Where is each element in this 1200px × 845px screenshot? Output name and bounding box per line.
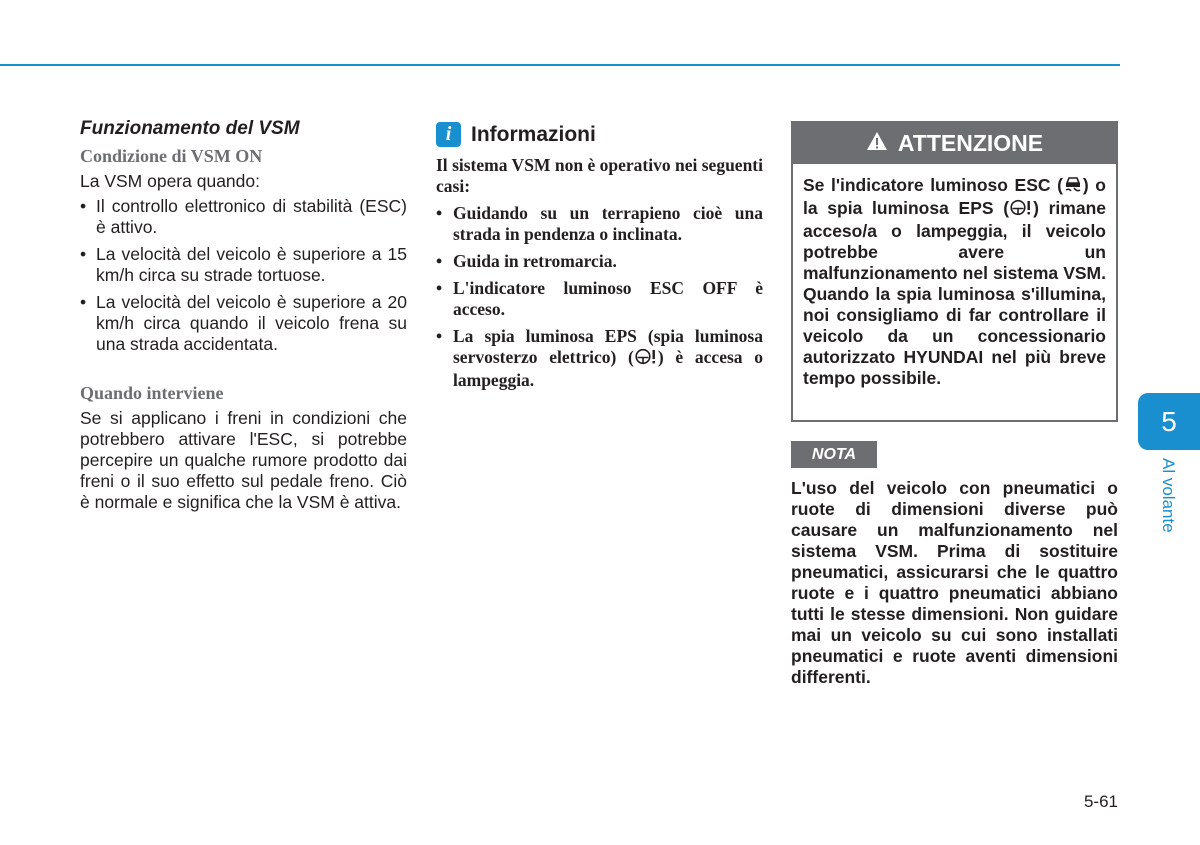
info-list [436,203,763,391]
warning-box [791,121,1118,422]
eps-steering-warning-icon [634,348,658,370]
list-item: • L'indicatore luminoso ESC OFF è acceso. [436,278,763,320]
column-vsm-operation [80,118,407,513]
info-intro: Il sistema VSM non è operativo nei seguenti casi: [436,155,763,196]
top-rule [0,64,1120,66]
list-item: • Il controllo elettronico di stabilità (ESC) è attivo. [80,196,407,238]
list-item: • Guidando su un terrapieno cioè una strada in pendenza o inclinata. [436,203,763,245]
warning-text [793,164,1116,389]
conditions-list [80,196,407,355]
warning-text-part: ) o la spia luminosa EPS ( [803,175,1106,218]
section-title: Funzionamento del VSM [80,118,300,139]
when-active-paragraph: Se si applicano i freni in condizioni che potrebbero attivare l'ESC, si potrebbe percepire un qualche rumore prodotto dai freni o il suo effetto sul pedale freno. Ciò è normale e significa che la VSM è attiva. [80,408,407,512]
chapter-title: Al volante [1159,458,1178,533]
list-item: • Guida in retromarcia. [436,251,763,272]
column-information [436,122,763,397]
esc-skid-car-icon [1063,175,1083,198]
subsection-title-vsm-on: Condizione di VSM ON [80,146,263,166]
info-title: Informazioni [471,122,596,146]
list-item: • La velocità del veicolo è superiore a 15 km/h circa su strade tortuose. [80,244,407,286]
info-icon: i [436,122,461,147]
warning-text-part: ) rimane acceso/a o lampeggia, il veicolo potrebbe avere un malfunzionamento nel sistema VSM. Quando la spia luminosa s'illumina, noi consigliamo di far controllare il veicolo da un concessionario autorizzato HYUNDAI nel più breve tempo possibile. [803,198,1106,388]
list-item [436,326,763,391]
warning-text-part: Se l'indicatore luminoso ESC ( [803,175,1063,195]
note-text: L'uso del veicolo con pneumatici o ruote di dimensioni diverse può causare un malfunzionamento nel sistema VSM. Prima di sostituire pneumatici, assicurarsi che le quattro ruote e i quattro pneumatici abbiano tutti le stesse dimensioni. Non guidare mai un veicolo su cui sono installati pneumatici e ruote aventi dimensioni differenti. [791,478,1118,687]
page-number: 5-61 [1083,792,1118,811]
warning-header [793,123,1116,164]
conditions-intro: La VSM opera quando: [80,171,260,191]
warning-triangle-icon [866,131,888,156]
eps-item-text-end: ) è accesa o lampeggia. [453,347,764,390]
eps-item-text-start: La spia luminosa EPS (spia luminosa servosterzo elettrico) ( [453,326,763,367]
chapter-tab: 5 [1138,393,1200,450]
subsection-title-when-active: Quando interviene [80,383,224,403]
warning-title: ATTENZIONE [897,130,1044,156]
info-header [436,122,763,147]
note-label: NOTA [791,441,877,468]
eps-steering-warning-icon [1009,199,1033,221]
list-item: • La velocità del veicolo è superiore a 20 km/h circa quando il veicolo frena su una strada accidentata. [80,292,407,355]
